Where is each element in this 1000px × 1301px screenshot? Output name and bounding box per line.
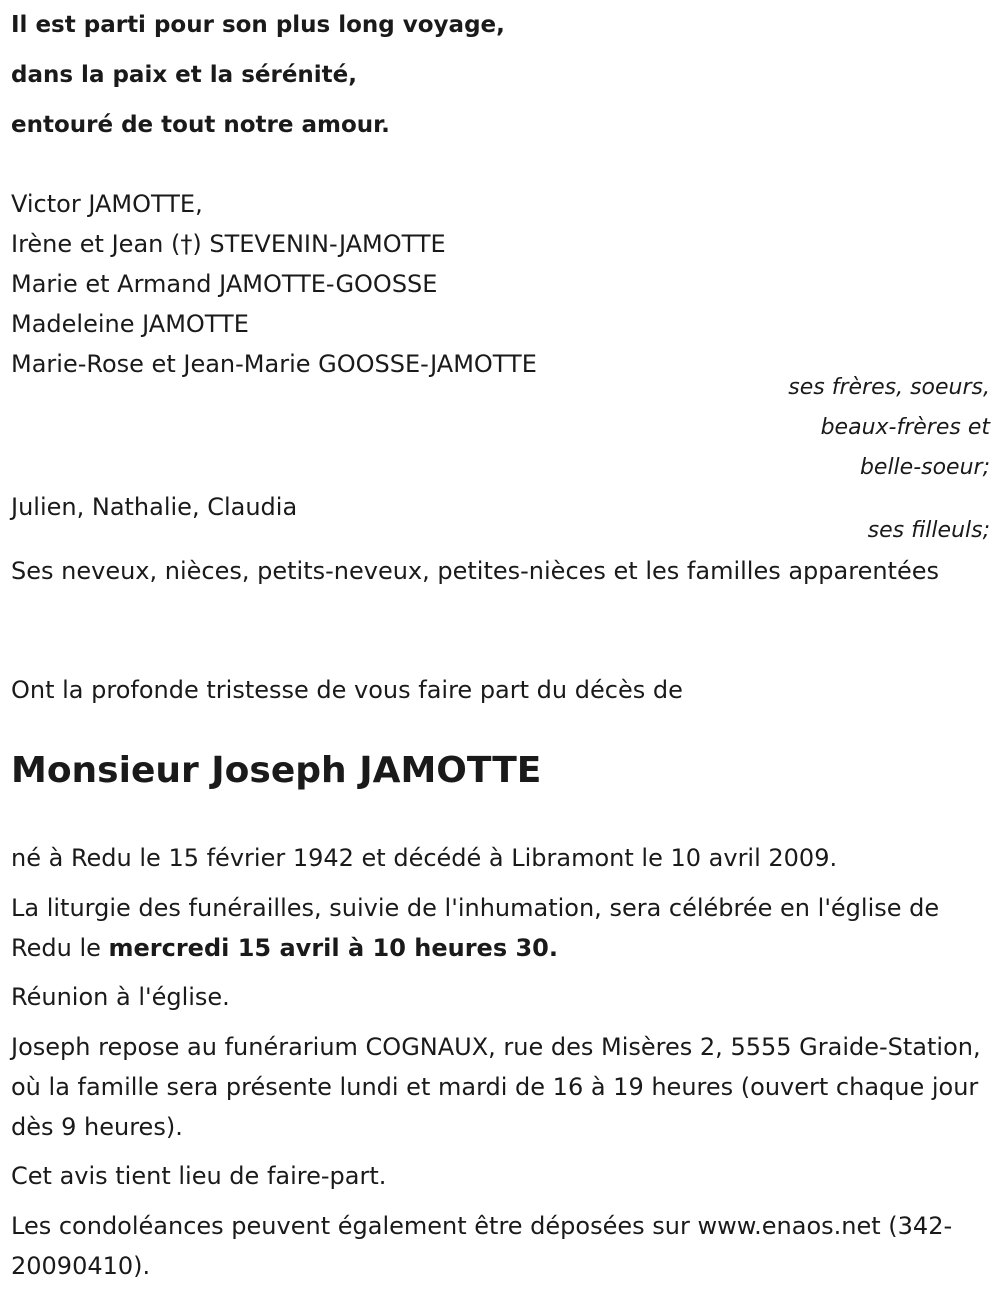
- family-member: Irène et Jean (†) STEVENIN-JAMOTTE: [11, 230, 446, 258]
- funerarium: Joseph repose au funérarium COGNAUX, rue des Misères 2, 5555 Graide-Station, où la famille sera présente lundi et mardi de 16 à 19 heures (ouvert chaque jour dès 9 heures).: [11, 1033, 981, 1141]
- reunion: Réunion à l'église.: [11, 983, 230, 1011]
- family-member: Madeleine JAMOTTE: [11, 310, 249, 338]
- notice: Cet avis tient lieu de faire-part.: [11, 1162, 387, 1190]
- family-member: Marie et Armand JAMOTTE-GOOSSE: [11, 270, 438, 298]
- relation-siblings-3: belle-soeur;: [859, 455, 990, 480]
- relation-siblings-1: ses frères, soeurs,: [788, 375, 990, 400]
- family-member: Marie-Rose et Jean-Marie GOOSSE-JAMOTTE: [11, 350, 537, 378]
- liturgy-datetime: mercredi 15 avril à 10 heures 30.: [108, 934, 558, 962]
- announcement: Ont la profonde tristesse de vous faire part du décès de: [11, 676, 683, 704]
- godchildren: Julien, Nathalie, Claudia: [11, 493, 298, 521]
- intro-line-2: dans la paix et la sérénité,: [11, 62, 358, 88]
- intro-line-3: entouré de tout notre amour.: [11, 112, 390, 138]
- relation-godchildren: ses filleuls;: [867, 518, 990, 543]
- condolences: Les condoléances peuvent également être déposées sur www.enaos.net (342-20090410).: [11, 1212, 953, 1280]
- intro-line-1: Il est parti pour son plus long voyage,: [11, 12, 505, 38]
- liturgy: [11, 888, 991, 968]
- family-member: Victor JAMOTTE,: [11, 190, 203, 218]
- relation-siblings-2: beaux-frères et: [820, 415, 990, 440]
- relatives: Ses neveux, nièces, petits-neveux, petites-nièces et les familles apparentées: [11, 557, 939, 585]
- liturgy-text: La liturgie des funérailles, suivie de l'inhumation, sera célébrée en l'église de Redu le: [11, 894, 940, 962]
- birth-death: né à Redu le 15 février 1942 et décédé à Libramont le 10 avril 2009.: [11, 844, 838, 872]
- deceased-name: Monsieur Joseph JAMOTTE: [11, 750, 542, 791]
